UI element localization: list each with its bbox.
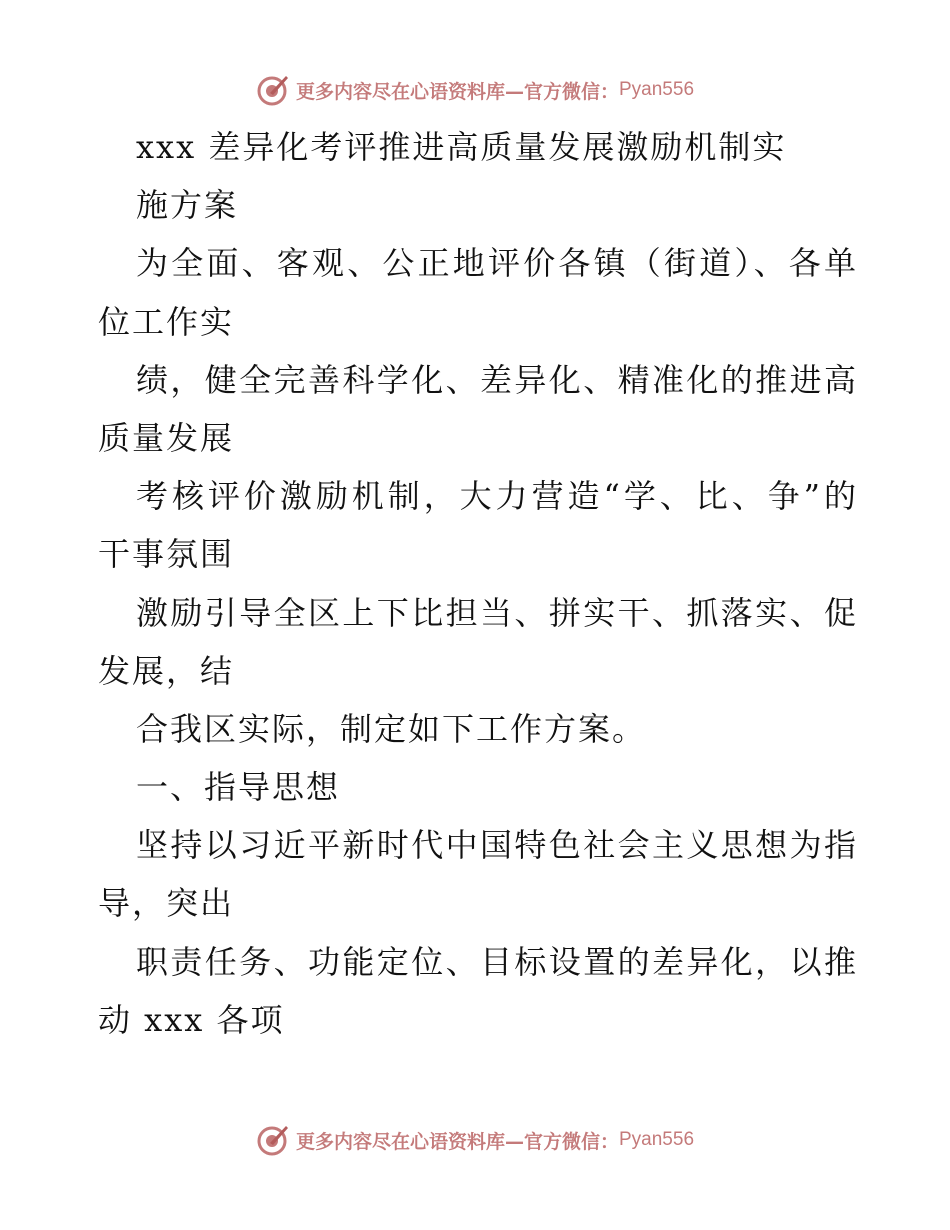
footer-watermark [0, 1120, 950, 1160]
document-body [98, 118, 858, 1049]
paragraph-line: 发展，结 [98, 651, 235, 690]
paragraph-line: 动 xxx 各项 [98, 1000, 285, 1039]
paragraph-line: 坚持以习近平新时代中国特色社会主义思想为指 [136, 826, 858, 865]
paragraph-line: 考核评价激励机制，大力营造“学、比、争”的 [136, 477, 858, 516]
paragraph-line: 绩，健全完善科学化、差异化、精准化的推进高 [136, 360, 858, 399]
paragraph-line: 合我区实际，制定如下工作方案。 [136, 709, 647, 748]
quill-logo-icon [256, 73, 290, 107]
watermark-text: 更多内容尽在心语资料库—官方微信： [295, 80, 619, 103]
paragraph-line: 干事氛围 [98, 535, 235, 574]
paragraph-line: 为全面、客观、公正地评价各镇（街道）、各单 [136, 244, 858, 283]
paragraph-line: 职责任务、功能定位、目标设置的差异化，以推 [136, 942, 858, 981]
paragraph-line: 导，突出 [98, 884, 235, 923]
quill-logo-icon [256, 1123, 290, 1157]
paragraph-line: 质量发展 [98, 418, 235, 457]
watermark-text: 更多内容尽在心语资料库—官方微信： [295, 1130, 619, 1153]
watermark-wechat-id: Pyan556 [619, 79, 695, 100]
watermark-wechat-id: Pyan556 [619, 1129, 695, 1150]
header-watermark [0, 70, 950, 110]
title-line-2: 施方案 [136, 186, 239, 225]
title-line-1: xxx 差异化考评推进高质量发展激励机制实 [136, 128, 787, 166]
paragraph-line: 位工作实 [98, 302, 235, 341]
section-heading: 一、指导思想 [136, 768, 341, 807]
paragraph-line: 激励引导全区上下比担当、拼实干、抓落实、促 [136, 593, 858, 632]
